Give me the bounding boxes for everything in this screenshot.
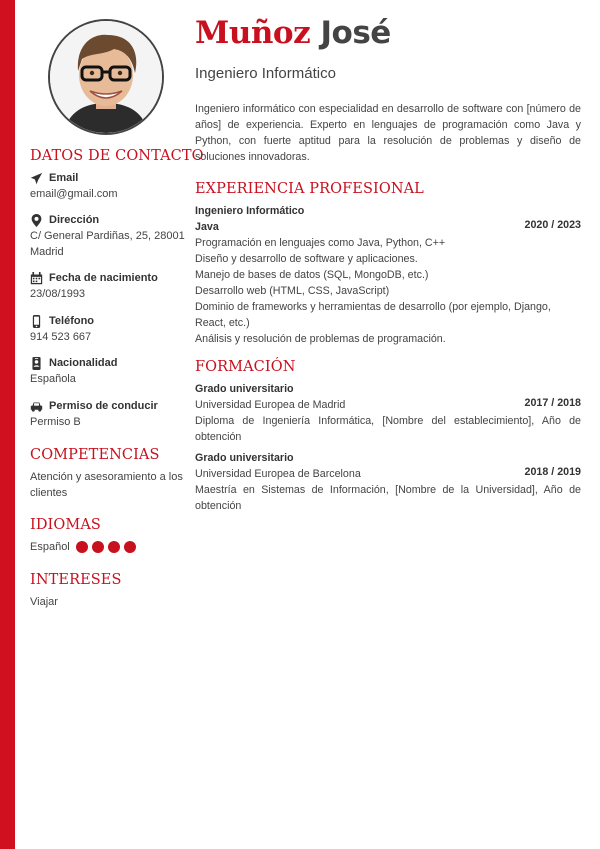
experience-line: Diseño y desarrollo de software y aplicaciones. [195,253,418,265]
language-level-dot [76,541,88,553]
contact-license [30,398,185,430]
education-description: Diploma de Ingeniería Informática, [Nombre del establecimiento], Año de obtención [195,415,581,443]
contact-license-value: Permiso B [30,416,81,428]
contact-nationality-label: Nacionalidad [49,357,118,369]
contact-license-label: Permiso de conducir [49,400,158,412]
map-pin-icon [30,213,43,227]
language-level-dot [92,541,104,553]
car-icon [30,399,43,413]
contact-address-value: C/ General Pardiñas, 25, 28001 Madrid [30,230,185,258]
calendar-icon [30,271,43,285]
education-years: 2017 / 2018 [524,397,581,409]
accent-bar [0,0,15,849]
contact-birthdate [30,270,185,302]
interests-text: Viajar [30,596,58,608]
education-description: Maestría en Sistemas de Información, [Nombre de la Universidad], Año de obtención [195,484,581,512]
experience-line: Desarrollo web (HTML, CSS, JavaScript) [195,285,390,297]
contact-email [30,170,185,202]
contact-phone [30,313,185,345]
experience-line: Manejo de bases de datos (SQL, MongoDB, etc.) [195,269,429,281]
contact-birthdate-value: 23/08/1993 [30,288,86,300]
education-school: Universidad Europea de Barcelona [195,468,361,480]
language-level-dot [108,541,120,553]
contact-email-label: Email [49,172,79,184]
experience-line: Análisis y resolución de problemas de programación. [195,333,446,345]
contact-address-label: Dirección [49,214,100,226]
job-title: Ingeniero Informático [195,65,336,82]
language-name: Español [30,541,70,553]
contact-birthdate-label: Fecha de nacimiento [49,272,158,284]
language-level-dots [76,541,136,553]
education-section-title: FORMACIÓN [195,359,296,375]
profile-photo [48,19,164,135]
experience-section-title: EXPERIENCIA PROFESIONAL [195,181,424,197]
language-item [30,539,185,555]
contact-nationality [30,355,185,387]
experience-entry [195,203,581,347]
languages-section-title: IDIOMAS [30,517,101,533]
paper-plane-icon [30,171,43,185]
experience-role: Ingeniero Informático [195,205,305,217]
contact-nationality-value: Española [30,373,76,385]
experience-company: Java [195,221,219,233]
phone-icon [30,314,43,328]
first-name: Muñoz [195,15,311,51]
contact-phone-label: Teléfono [49,315,95,327]
contact-email-value: email@gmail.com [30,188,118,200]
profile-photo-illustration [50,21,162,133]
contact-section-title: DATOS DE CONTACTO [30,148,204,164]
candidate-name [195,14,391,52]
language-level-dot [124,541,136,553]
id-card-icon [30,356,43,370]
education-entry [195,381,581,445]
education-degree: Grado universitario [195,383,294,395]
skills-section-title: COMPETENCIAS [30,447,160,463]
experience-line: Programación en lenguajes como Java, Python, C++ [195,237,446,249]
education-years: 2018 / 2019 [524,466,581,478]
interests-section-title: INTERESES [30,572,122,588]
contact-address [30,212,185,260]
education-school: Universidad Europea de Madrid [195,399,346,411]
skills-text: Atención y asesoramiento a los clientes [30,471,183,499]
experience-line: Dominio de frameworks y herramientas de desarrollo (por ejemplo, Django, React, etc.) [195,301,551,329]
education-degree: Grado universitario [195,452,294,464]
education-entry [195,450,581,514]
contact-phone-value: 914 523 667 [30,331,92,343]
experience-years: 2020 / 2023 [524,219,581,231]
profile-summary: Ingeniero informático con especialidad en desarrollo de software con [número de años] de experiencia. Experto en lenguajes de programación como Java y Python, con fuerte aptitud para la resolución de problemas y diseño de soluciones innovadoras. [195,103,581,163]
last-name: José [320,15,391,51]
